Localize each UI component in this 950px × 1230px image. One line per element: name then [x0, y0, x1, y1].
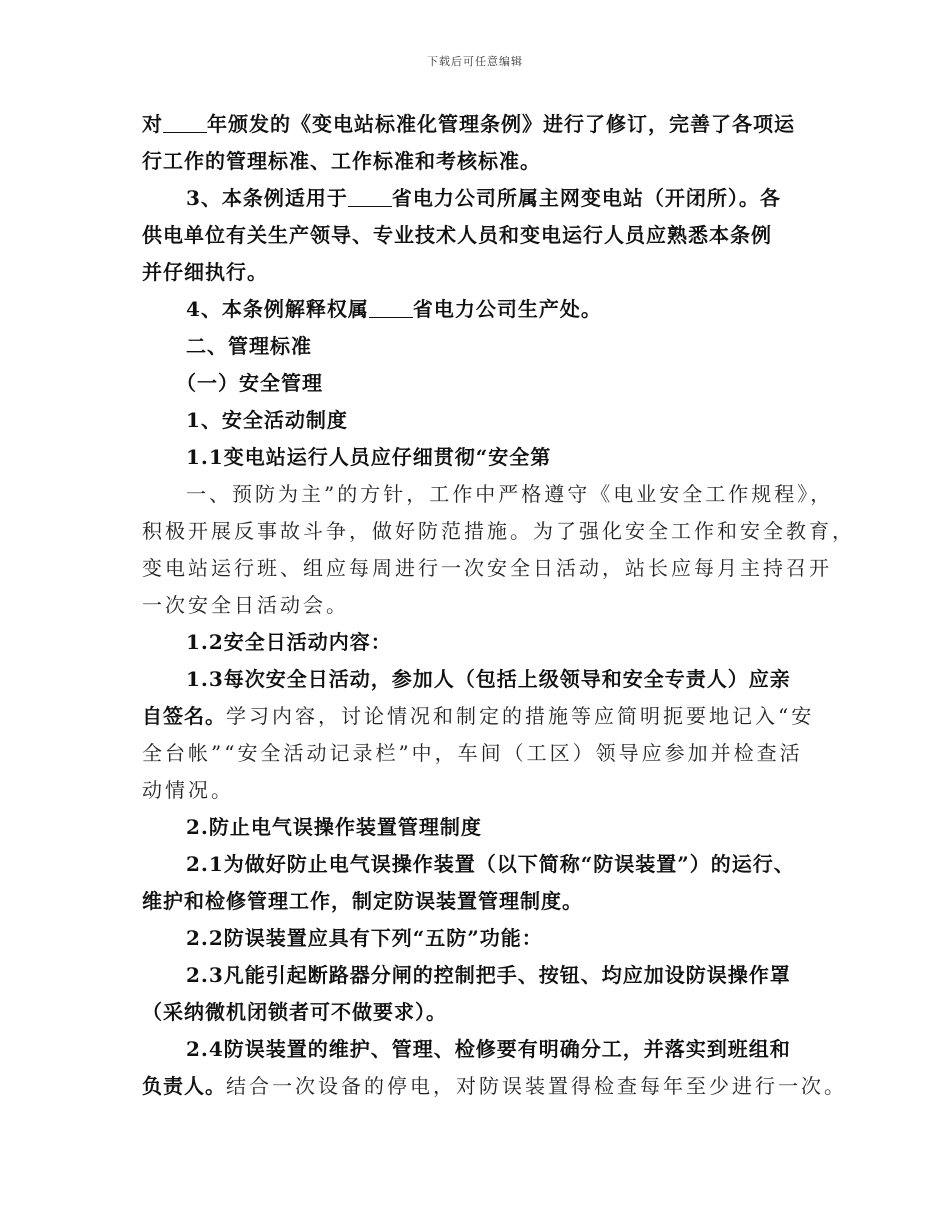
paragraph-line: 2.2防误装置应具有下列“五防”功能： [186, 926, 543, 950]
text-segment: 年颁发的《变电站标准化管理条例》进行了修订，完善了各项运 [207, 112, 795, 136]
paragraph-line: 1.3每次安全日活动，参加人（包括上级领导和安全专责人）应亲 [186, 667, 791, 691]
text-segment: 学习内容，讨论情况和制定的措施等应简明扼要地记入“安 [226, 704, 815, 728]
text-segment: 对 [142, 112, 163, 136]
paragraph-line: 全台帐”“安全活动记录栏”中，车间（工区）领导应参加并检查活 [142, 741, 803, 765]
subsection-heading: 2.防止电气误操作装置管理制度 [186, 815, 482, 839]
paragraph-line: 积极开展反事故斗争，做好防范措施。为了强化安全工作和安全教育， [142, 519, 855, 543]
paragraph-line: 2.1为做好防止电气误操作装置（以下简称“防误装置”）的运行、 [186, 852, 795, 876]
text-segment: 省电力公司生产处。 [412, 297, 602, 321]
page-header: 下载后可任意编辑 [427, 55, 523, 68]
paragraph-line: （采纳微机闭锁者可不做要求）。 [142, 1000, 447, 1024]
document-body [142, 106, 855, 1105]
paragraph-line: 一次安全日活动会。 [142, 593, 349, 617]
paragraph-line: 1.1变电站运行人员应仔细贯彻“安全第 [186, 445, 552, 469]
paragraph-line [142, 291, 822, 328]
fill-in-blank [369, 297, 413, 318]
paragraph-line [142, 698, 822, 735]
subsection-heading: 1、安全活动制度 [186, 408, 348, 432]
paragraph-line: 动情况。 [142, 778, 234, 802]
paragraph-line: 2.3凡能引起断路器分闸的控制把手、按钮、均应加设防误操作罩 [186, 963, 791, 987]
paragraph-line: 供电单位有关生产领导、专业技术人员和变电运行人员应熟悉本条例 [142, 223, 772, 247]
text-segment: 自签名。 [142, 704, 226, 728]
paragraph-line [142, 180, 822, 217]
paragraph-line: 一、预防为主”的方针，工作中严格遵守《电业安全工作规程》， [186, 482, 834, 506]
text-segment: 省电力公司所属主网变电站（开闭所）。各 [391, 186, 781, 210]
subsection-heading: （一）安全管理 [176, 371, 323, 395]
text-segment: 结合一次设备的停电，对防误装置得检查每年至少进行一次。 [226, 1074, 847, 1098]
paragraph-line: 变电站运行班、组应每周进行一次安全日活动，站长应每月主持召开 [142, 556, 832, 580]
paragraph-line: 1.2安全日活动内容： [186, 630, 392, 654]
text-segment: 负责人。 [142, 1074, 226, 1098]
paragraph-line: 维护和检修管理工作，制定防误装置管理制度。 [142, 889, 583, 913]
fill-in-blank [348, 186, 392, 207]
text-segment: 3、本条例适用于 [186, 186, 348, 210]
text-segment: 4、本条例解释权属 [186, 297, 369, 321]
paragraph-line [142, 106, 822, 143]
paragraph-line: 并仔细执行。 [142, 260, 268, 284]
fill-in-blank [163, 112, 207, 133]
paragraph-line [142, 1068, 847, 1105]
section-heading: 二、管理标准 [186, 334, 312, 358]
paragraph-line: 2.4防误装置的维护、管理、检修要有明确分工，并落实到班组和 [186, 1037, 791, 1061]
paragraph-line: 行工作的管理标准、工作标准和考核标准。 [142, 149, 541, 173]
